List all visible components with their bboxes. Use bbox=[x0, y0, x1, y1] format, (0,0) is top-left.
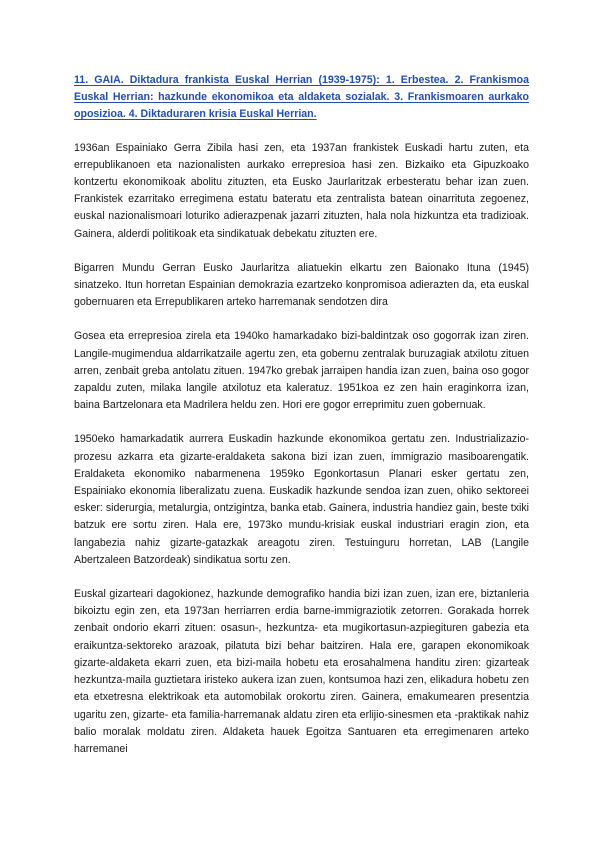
paragraph-5: Euskal gizarteari dagokionez, hazkunde demografiko handia bizi izan zuen, izan ere, biztanleria bikoiztu egin zen, eta 1973an herriarren erdia barne-immigraziotik zetorren. Gorakada horrek zenbait ondorio ekarri zituen: osasun-, hezkuntza- eta mugikortasun-azpiegituren gabezia eta eraikuntza-sektoreko arazoak, pilatuta bizi behar baitziren. Hala ere, garapen ekonomikoak gizarte-aldaketa ekarri zuen, eta bizi-maila hobetu eta erosahalmena handitu ziren: gizarteak hezkuntza-maila guztietara iristeko aukera izan zuen, kontsumoa hazi zen, elikadura hobetu zen eta etxetresna elektrikoak eta automobilak orokortu ziren. Gainera, emakumearen presentzia ugaritu zen, gizarte- eta familia-harremanak aldatu ziren eta erlijio-sinesmen eta -praktikak nahiz balio moralak moldatu ziren. Aldaketa hauek Egoitza Santuaren eta erregimenaren arteko harremanei bbox=[74, 588, 529, 755]
paragraph-4: 1950eko hamarkadatik aurrera Euskadin hazkunde ekonomikoa gertatu zen. Industrializazio-prozesu azkarra eta gizarte-eraldaketa sakona bizi izan zuen, immigrazio masiboarengatik. Eraldaketa ekonomiko nabarmenena 1959ko Egonkortasun Planari esker gertatu zen, Espainiako ekonomia liberalizatu zuena. Euskadik hazkunde sendoa izan zuen, ohiko sektoreei esker: siderurgia, metalurgia, ontzigintza, banka etab. Gainera, industria handiez gain, beste txiki batzuk ere sortu ziren. Hala ere, 1973ko mundu-krisiak euskal industriari eragin zion, eta langabezia nahiz gizarte-gatazkak areagotu ziren. Testuinguru horretan, LAB (Langile Abertzaleen Batzordeak) sindikatua sortu zen. bbox=[74, 433, 529, 566]
document-title: 11. GAIA. Diktadura frankista Euskal Herrian (1939-1975): 1. Erbestea. 2. Frankismoa Euskal Herrian: hazkunde ekonomikoa eta aldaketa sozialak. 3. Frankismoaren aurkako oposizioa. 4. Diktaduraren krisia Euskal Herrian. bbox=[74, 74, 529, 121]
paragraph-1: 1936an Espainiako Gerra Zibila hasi zen, eta 1937an frankistek Euskadi hartu zuten, eta errepublikanoen eta nazionalisten aurkako errepresioa hasi zen. Bizkaiko eta Gipuzkoako kontzertu ekonomikoak abolitu zituzten, eta Eusko Jaurlaritzak erbesteratu behar izan zuen. Frankistek ezarritako erregimena estatu bateratu eta zentralista batean oinarrituta zegoenez, euskal nazionalismoari loturiko adierazpenak jazarri zituzten, hala nola hizkuntza eta tradizioak. Gainera, alderdi politikoak eta sindikatuak debekatu zituzten ere. bbox=[74, 141, 529, 240]
document-body bbox=[74, 72, 529, 775]
paragraph-2: Bigarren Mundu Gerran Eusko Jaurlaritza aliatuekin elkartu zen Baionako Ituna (1945) sinatzeko. Itun horretan Espainian demokrazia ezartzeko konpromisoa adierazten da, eta euskal gobernuaren eta Errepublikaren arteko harremanak sendotzen dira bbox=[74, 261, 529, 309]
paragraph-3: Gosea eta errepresioa zirela eta 1940ko hamarkadako bizi-baldintzak oso gogorrak izan ziren. Langile-mugimendua aldarrikatzaile agertu zen, eta gobernu zentralak buruzagiak atxilotu zituen arren, zenbait greba antolatu zituen. 1947ko grebak jarraipen handia izan zuen, baina oso gogor zapaldu zuten, milaka langile atxilotuz eta kaleratuz. 1951koa ez zen hain eraginkorra izan, baina Bartzelonara eta Madrilera heldu zen. Hori ere gogor erreprimitu zuen gobernuak. bbox=[74, 330, 529, 412]
